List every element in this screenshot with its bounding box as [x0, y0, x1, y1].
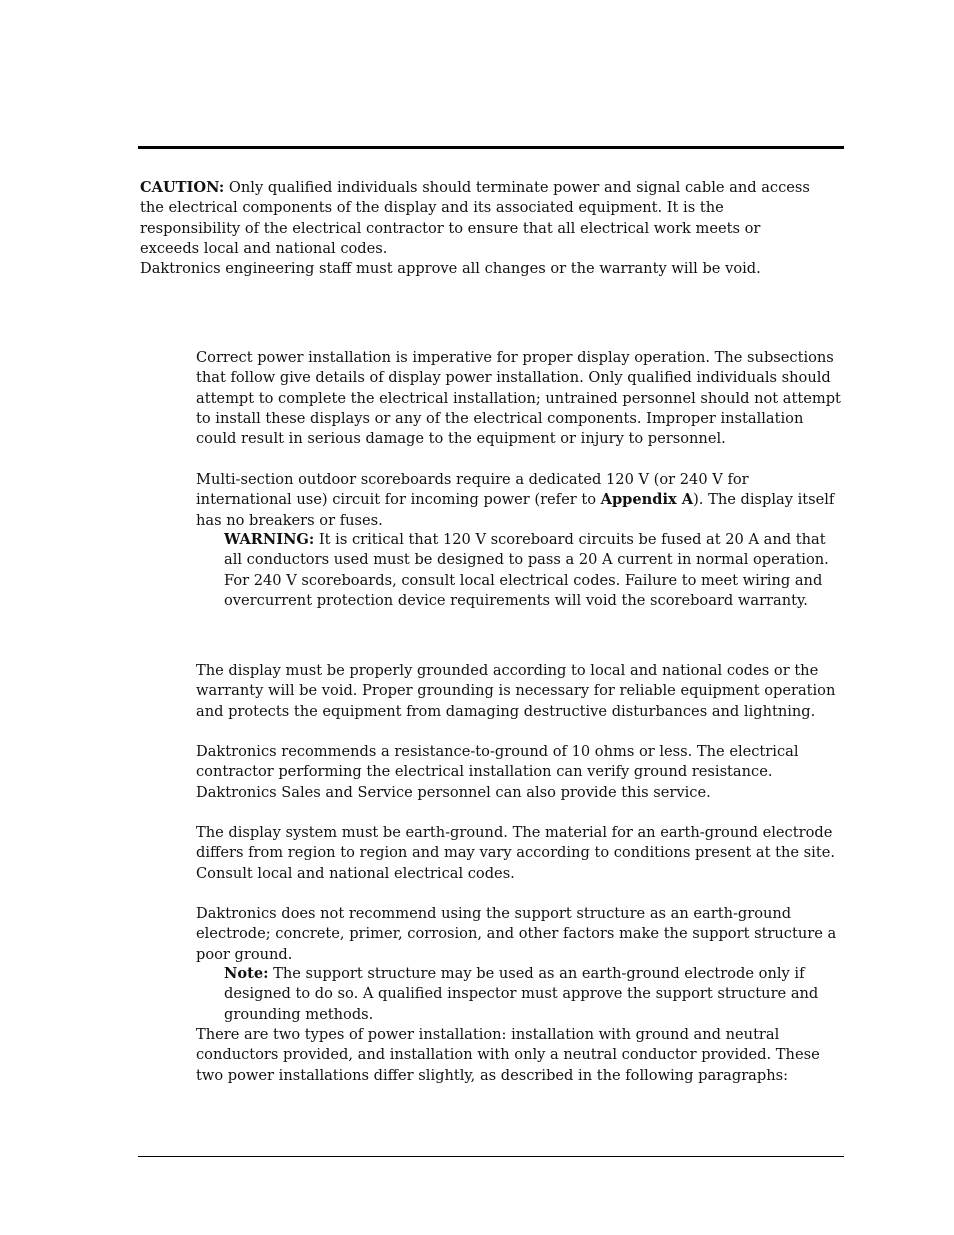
circuit-text-before: Multi-section outdoor scoreboards require a dedicated 120 V (or 240 V for international use) circuit for incoming power (refer to [196, 471, 749, 509]
caution-paragraph [140, 178, 820, 259]
note-paragraph [224, 964, 846, 1025]
grounding-paragraph-1: The display must be properly grounded according to local and national codes or the warranty will be void. Proper grounding is necessary for reliable equipment operation and protects the equipment from damaging destructive disturbances and lightning. [196, 662, 836, 720]
note-label: Note: [224, 965, 269, 982]
warning-paragraph [224, 530, 846, 611]
caution-label: CAUTION: [140, 179, 225, 196]
grounding-paragraph-3: The display system must be earth-ground. The material for an earth-ground electrode differs from region to region and may vary according to conditions present at the site. Consult local and national electrical codes. [196, 824, 835, 882]
grounding-paragraph-4: Daktronics does not recommend using the support structure as an earth-ground electrode; concrete, primer, corrosion, and other factors make the support structure a poor ground. [196, 905, 837, 963]
grounding-paragraph-2: Daktronics recommends a resistance-to-ground of 10 ohms or less. The electrical contractor performing the electrical installation can verify ground resistance. Daktronics Sales and Service personnel can also provide this service. [196, 743, 799, 801]
footer-rule [138, 1156, 844, 1157]
circuit-text-after: ). The display itself has no breakers or fuses. [196, 491, 835, 529]
appendix-reference: Appendix A [600, 491, 694, 509]
caution-text: Only qualified individuals should terminate power and signal cable and access the electrical components of the display and its associated equipment. It is the responsibility of the electrical contractor to ensure that all electrical work meets or exceeds local and national codes. [140, 179, 810, 257]
warning-text: It is critical that 120 V scoreboard circuits be fused at 20 A and that all conductors used must be designed to pass a 20 A current in normal operation. For 240 V scoreboards, consult local electrical codes. Failure to meet wiring and overcurrent protection device requirements will void the scoreboard warranty. [224, 531, 829, 609]
power-intro-paragraph: Correct power installation is imperative for proper display operation. The subsections that follow give details of display power installation. Only qualified individuals should attempt to complete the electrical installation; untrained personnel should not attempt to install these displays or any of the electrical components. Improper installation could result in serious damage to the equipment or injury to personnel. [196, 349, 841, 448]
approval-note: Daktronics engineering staff must approve all changes or the warranty will be void. [140, 260, 761, 277]
install-types-paragraph: There are two types of power installation: installation with ground and neutral conductors provided, and installation with only a neutral conductor provided. These two power installations differ slightly, as described in the following paragraphs: [196, 1026, 820, 1084]
circuit-paragraph [196, 470, 846, 531]
header-rule [138, 146, 844, 149]
note-text: The support structure may be used as an earth-ground electrode only if designed to do so. A qualified inspector must approve the support structure and grounding methods. [224, 965, 819, 1023]
warning-label: WARNING: [224, 531, 315, 548]
